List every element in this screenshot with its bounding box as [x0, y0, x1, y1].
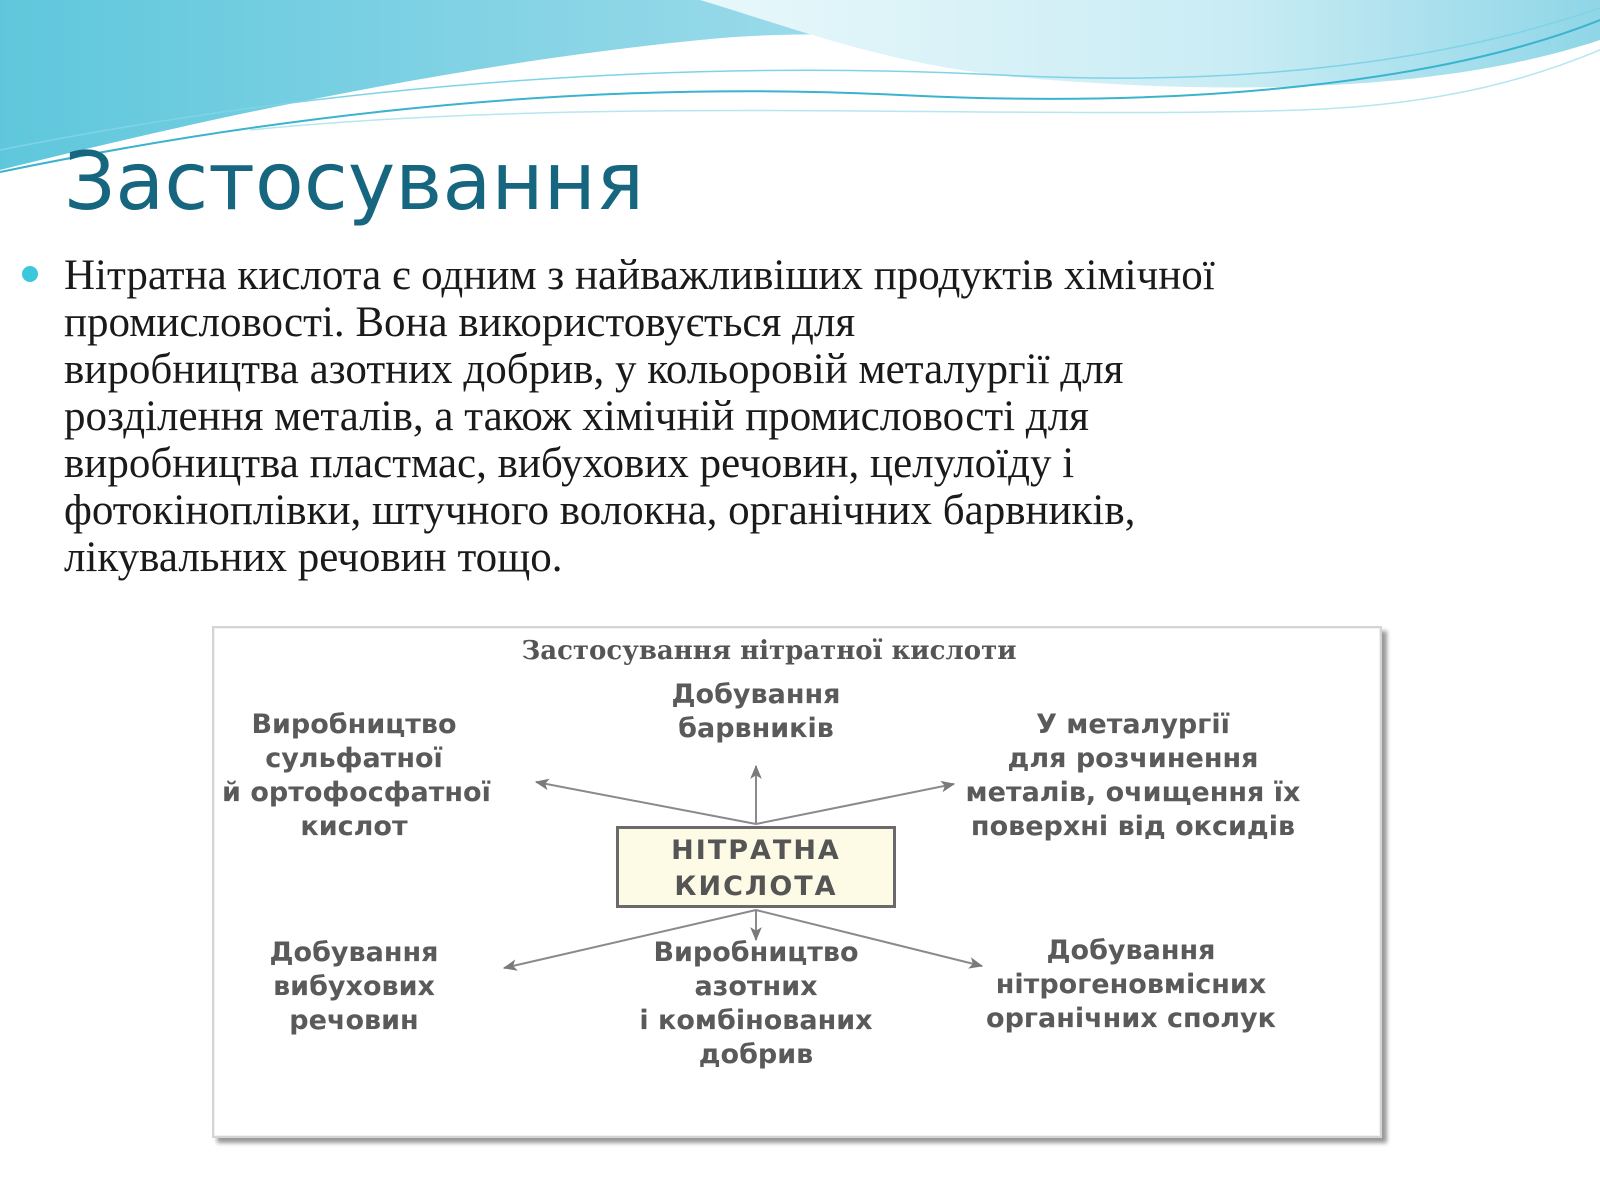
- node-top-right: [940, 708, 1326, 844]
- node-line: кислот: [300, 811, 408, 842]
- arrow-to-top-right: [756, 784, 954, 824]
- node-line: добрив: [698, 1039, 814, 1070]
- center-line: НІТРАТНА: [671, 835, 841, 866]
- node-line: і комбінованих: [639, 1005, 873, 1036]
- node-line: для розчинення: [1007, 743, 1259, 774]
- node-line: сульфатної: [265, 743, 443, 774]
- node-line: вибухових: [273, 971, 435, 1002]
- node-line: речовин: [289, 1005, 419, 1036]
- node-line: Добування: [671, 679, 841, 710]
- bullet-line: розділення металів, а також хімічній промисловості для: [64, 393, 1089, 440]
- bullet-icon: [22, 266, 38, 282]
- node-top-center: [616, 678, 896, 746]
- arrow-to-top-left: [536, 782, 756, 824]
- node-line: У металургії: [1036, 709, 1230, 740]
- bullet-line: виробництва пластмас, вибухових речовин, целулоїду і: [64, 440, 1075, 487]
- node-line: й ортофосфатної: [222, 777, 491, 808]
- node-line: Виробництво: [251, 709, 457, 740]
- slide-title: Застосування: [64, 135, 645, 228]
- node-line: азотних: [694, 971, 818, 1002]
- node-bottom-left: [234, 936, 474, 1038]
- center-node-nitric-acid: [616, 826, 896, 908]
- node-top-left: [222, 708, 491, 844]
- node-line: Добування: [1046, 935, 1216, 966]
- bullet-line: лікувальних речовин тощо.: [64, 534, 563, 581]
- bullet-line: фотокіноплівки, штучного волокна, органічних барвників,: [64, 487, 1136, 534]
- diagram-title: Застосування нітратної кислоти: [521, 636, 1017, 666]
- node-line: барвників: [678, 713, 834, 744]
- node-line: Виробництво: [653, 937, 859, 968]
- node-line: поверхні від оксидів: [970, 811, 1296, 842]
- nitric-acid-uses-diagram: [212, 626, 1382, 1138]
- node-line: нітрогеновмісних: [995, 969, 1267, 1000]
- node-line: металів, очищення їх: [965, 777, 1301, 808]
- wave-band-front: [700, 0, 1600, 87]
- node-bottom-right: [966, 934, 1296, 1036]
- bullet-line: виробництва азотних добрив, у кольоровій металургії для: [64, 346, 1124, 393]
- bullet-paragraph: [64, 252, 1564, 581]
- node-line: Добування: [269, 937, 439, 968]
- node-line: органічних сполук: [986, 1003, 1276, 1034]
- center-line: КИСЛОТА: [674, 871, 838, 902]
- node-bottom-center: [596, 936, 916, 1072]
- bullet-line: Нітратна кислота є одним з найважливіших продуктів хімічної: [64, 252, 1215, 299]
- bullet-line: промисловості. Вона використовується для: [64, 299, 856, 346]
